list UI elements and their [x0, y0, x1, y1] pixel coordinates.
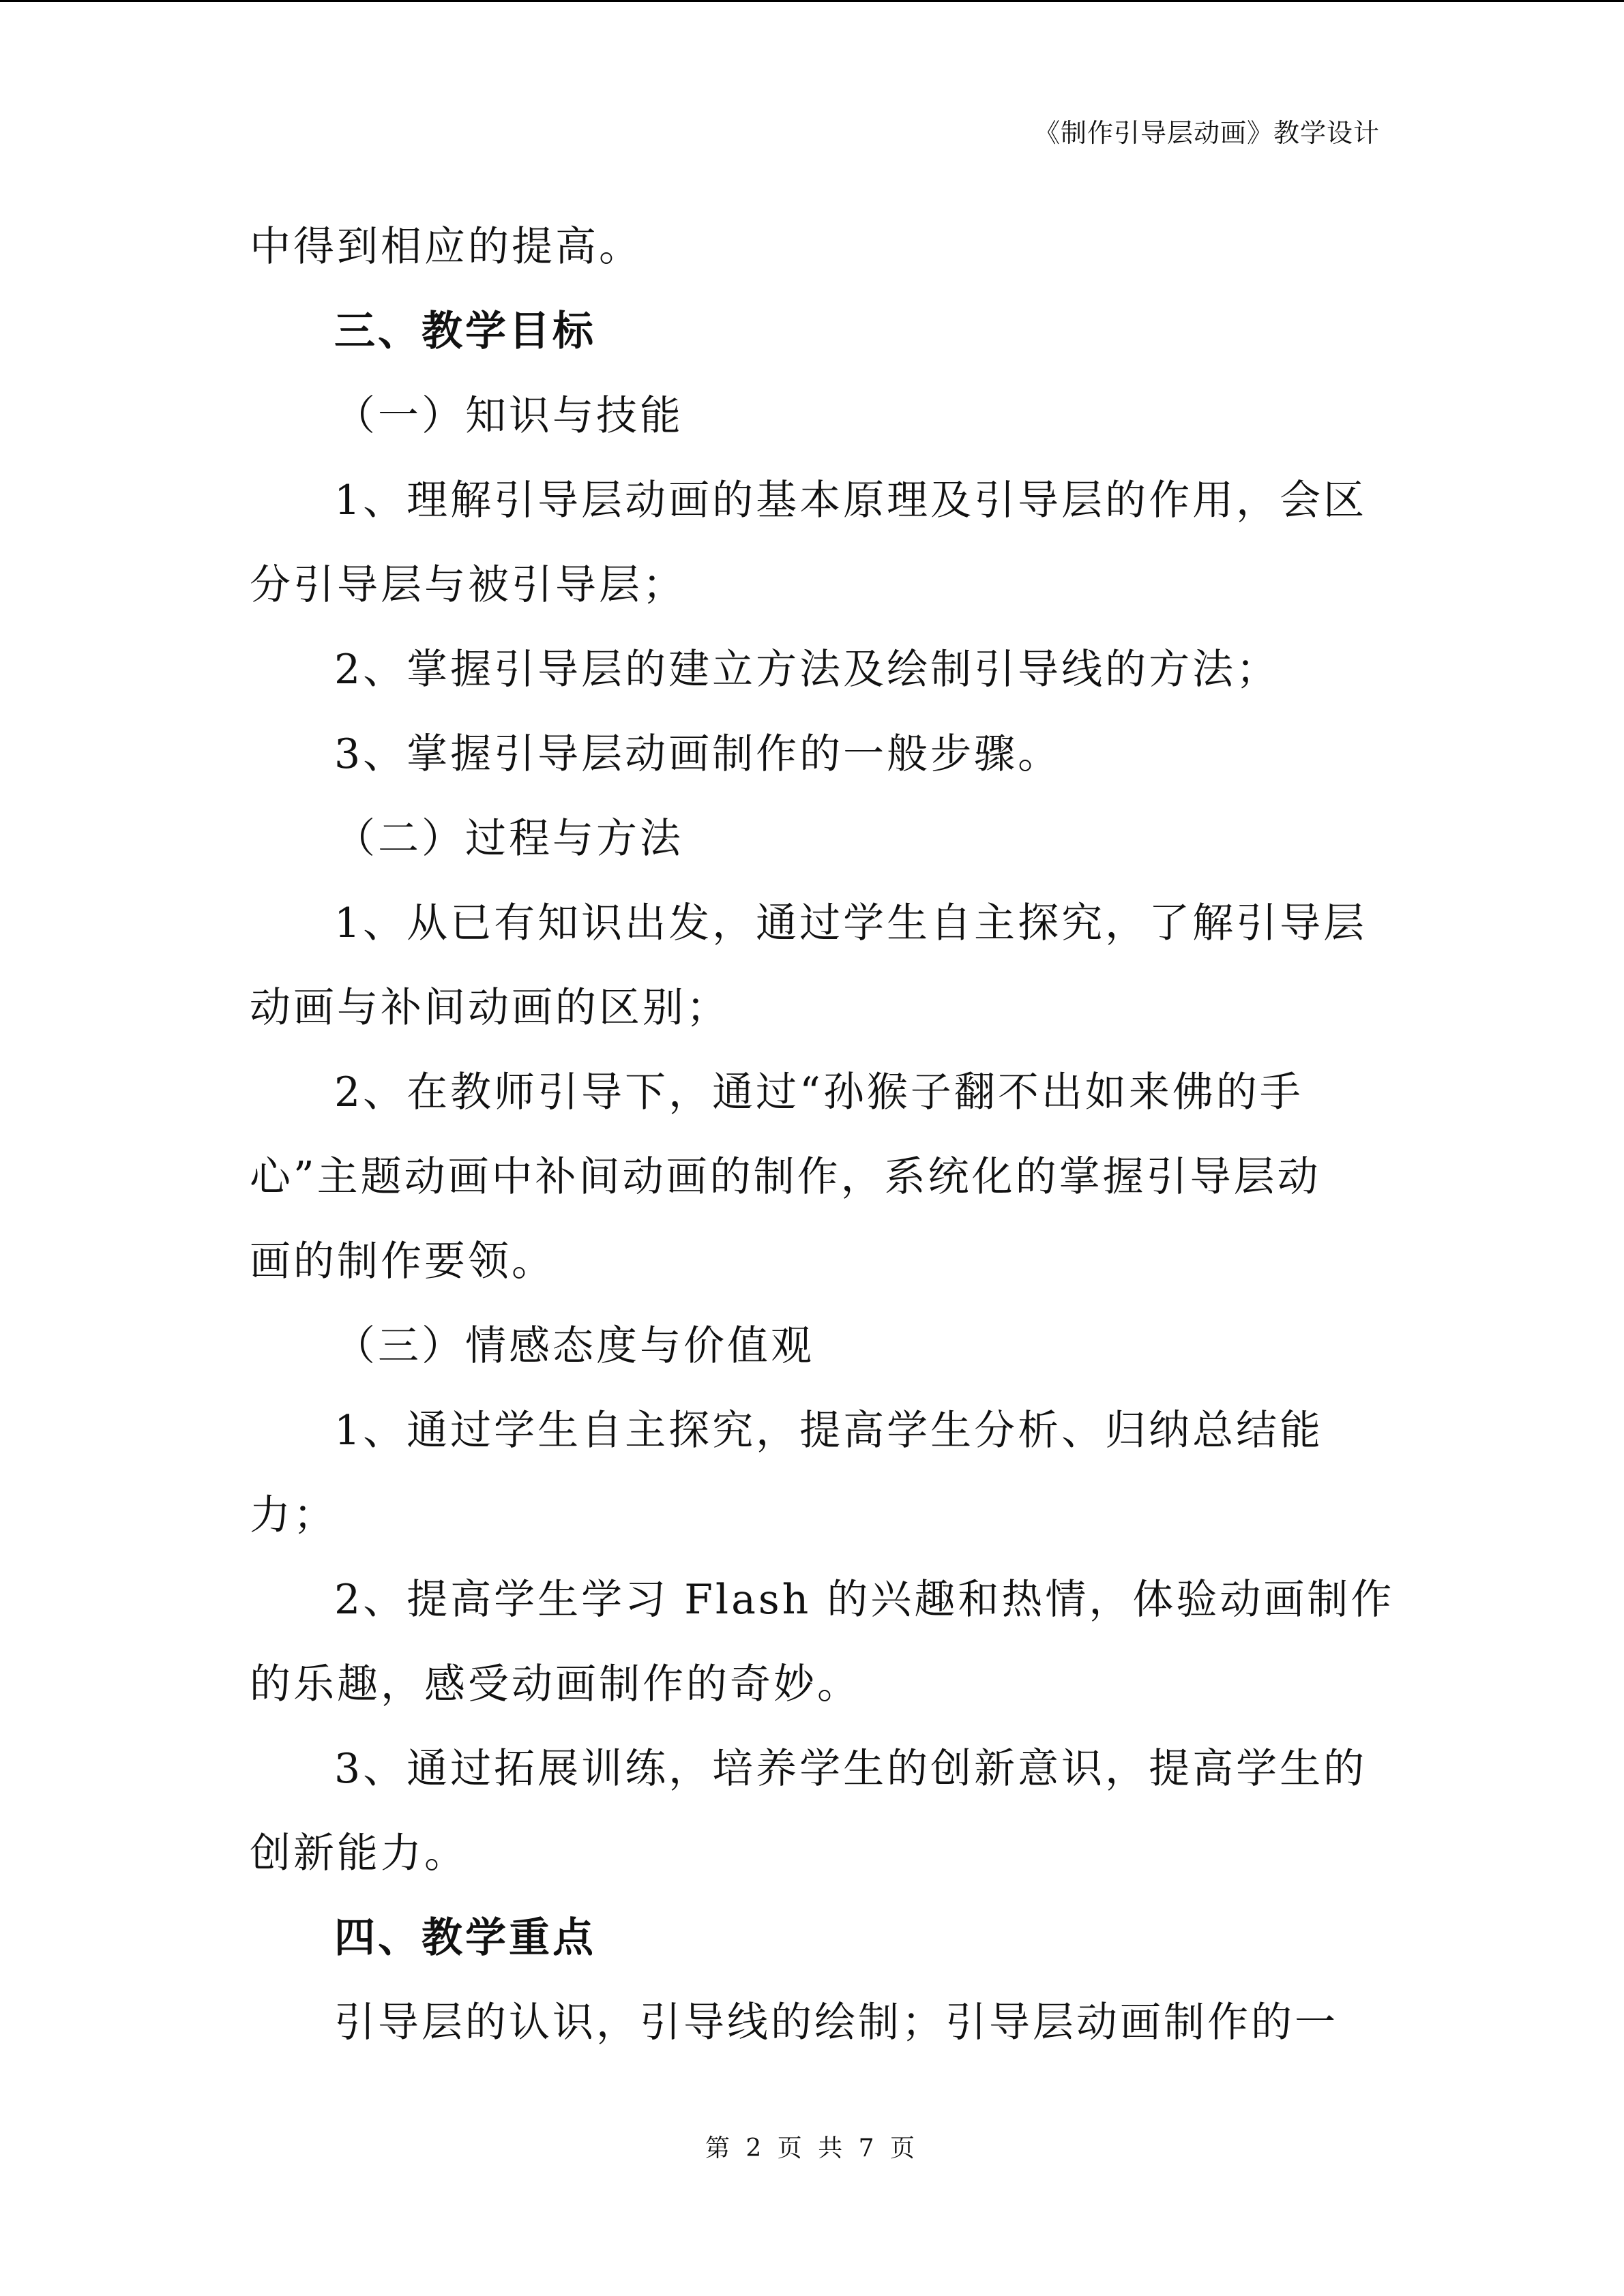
paragraph-line: 力； [250, 1491, 337, 1539]
paragraph-line: 心”主题动画中补间动画的制作，系统化的掌握引导层动 [250, 1153, 1321, 1201]
paragraph-line: 动画与补间动画的区别； [250, 984, 730, 1032]
subsection-heading: （三）情感态度与价值观 [334, 1322, 814, 1370]
subsection-heading: （二）过程与方法 [334, 815, 683, 863]
paragraph-line: 3、掌握引导层动画制作的一般步骤。 [334, 730, 1062, 778]
paragraph-line: 分引导层与被引导层； [250, 561, 686, 609]
paragraph-line: 创新能力。 [250, 1830, 468, 1877]
paragraph-line: 引导层的认识，引导线的绘制；引导层动画制作的一 [334, 1999, 1338, 2046]
subsection-heading: （一）知识与技能 [334, 392, 683, 440]
paragraph-line: 2、掌握引导层的建立方法及绘制引导线的方法； [334, 646, 1280, 694]
paragraph-line: 1、从已有知识出发，通过学生自主探究，了解引导层 [334, 899, 1368, 947]
paragraph-line: 2、在教师引导下，通过“孙猴子翻不出如来佛的手 [334, 1069, 1303, 1116]
document-body [250, 205, 1395, 2065]
paragraph-line: 2、提高学生学习 Flash 的兴趣和热情，体验动画制作 [334, 1576, 1395, 1624]
section-heading: 三、教学目标 [334, 308, 596, 355]
paragraph-line: 中得到相应的提高。 [250, 223, 643, 271]
page-top-border [0, 0, 1624, 2]
paragraph-line: 3、通过拓展训练，培养学生的创新意识，提高学生的 [334, 1745, 1368, 1793]
paragraph-line: 1、通过学生自主探究，提高学生分析、归纳总结能 [334, 1407, 1324, 1455]
paragraph-line: 的乐趣，感受动画制作的奇妙。 [250, 1660, 861, 1708]
paragraph-line: 画的制作要领。 [250, 1238, 555, 1285]
page-header: 《制作引导层动画》教学设计 [1033, 118, 1380, 148]
paragraph-line: 1、理解引导层动画的基本原理及引导层的作用，会区 [334, 477, 1368, 524]
section-heading: 四、教学重点 [334, 1914, 596, 1962]
page-footer: 第 2 页 共 7 页 [705, 2134, 919, 2162]
